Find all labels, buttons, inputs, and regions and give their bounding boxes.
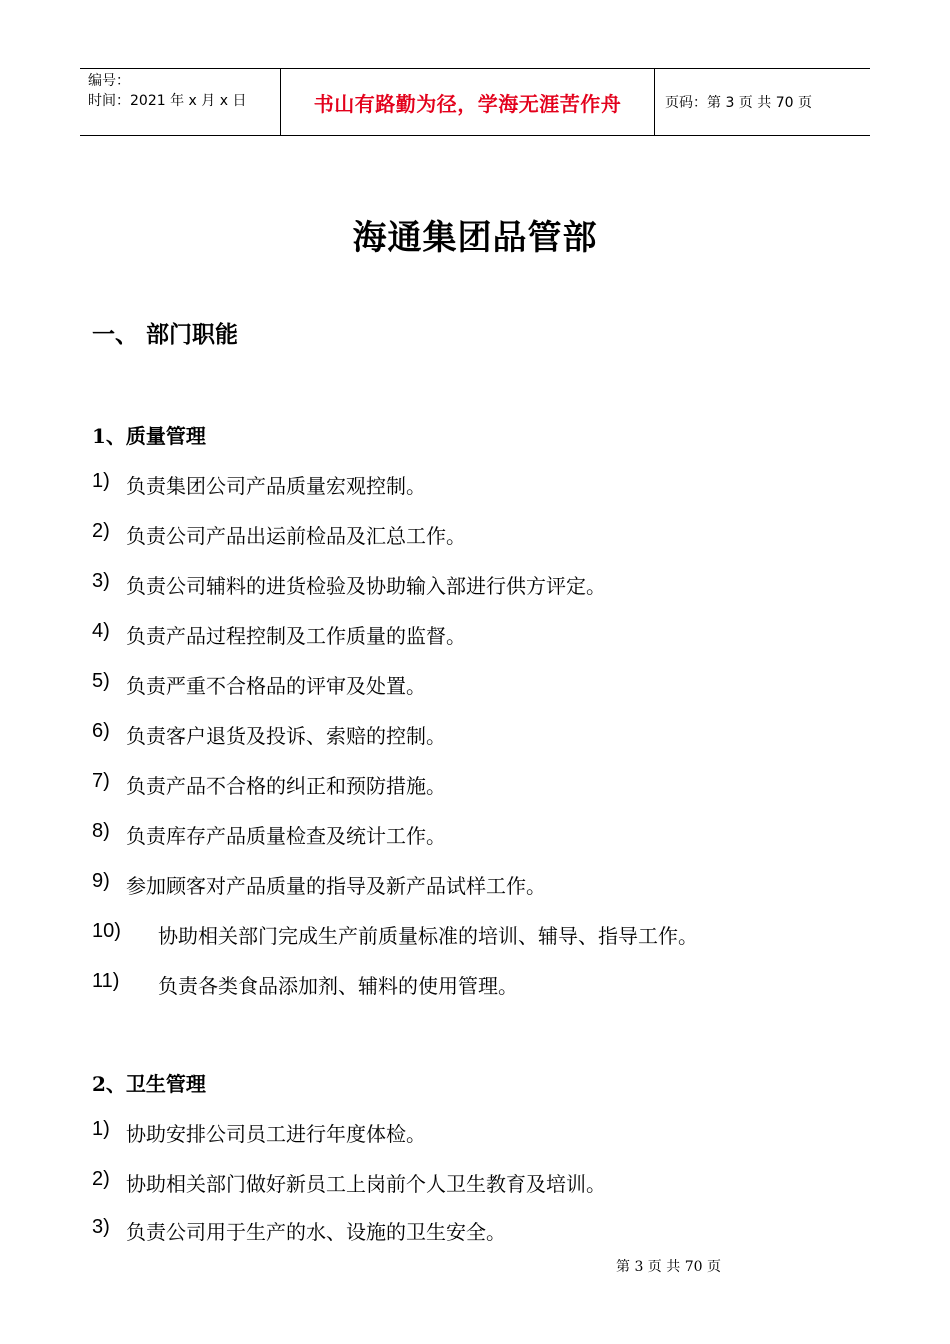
list-item-number: 7): [92, 770, 110, 792]
motto-text: 书山有路勤为径，学海无涯苦作舟: [313, 91, 622, 116]
list-item-number: 5): [92, 670, 110, 692]
list-item: [92, 670, 426, 699]
page-header: [80, 68, 870, 136]
list-item: [92, 1216, 506, 1245]
list-item-number: 6): [92, 720, 110, 742]
page-footer: 第 3 页 共 70 页: [616, 1259, 721, 1275]
list-item-text: 负责客户退货及投诉、索赔的控制。: [126, 724, 446, 748]
date-label: 时间：2021 年 x 月 x 日: [88, 93, 247, 109]
list-item-text: 负责集团公司产品质量宏观控制。: [126, 474, 426, 498]
list-item-text: 协助安排公司员工进行年度体检。: [126, 1122, 426, 1146]
list-item-text: 负责公司辅料的进货检验及协助输入部进行供方评定。: [126, 574, 606, 598]
subsection-heading-quality: 1、质量管理: [92, 424, 206, 448]
list-item: [92, 620, 466, 649]
list-item-number: 3): [92, 570, 110, 592]
list-item: [92, 820, 446, 849]
list-item-number: 1): [92, 1118, 110, 1140]
list-item: [92, 1168, 606, 1197]
list-item-number: 2): [92, 1168, 110, 1190]
list-item: [92, 870, 546, 899]
list-item: [92, 1118, 426, 1147]
list-item-number: 11): [92, 970, 120, 992]
list-item-text: 负责严重不合格品的评审及处置。: [126, 674, 426, 698]
list-item-text: 协助相关部门完成生产前质量标准的培训、辅导、指导工作。: [158, 924, 698, 948]
list-item-text: 负责库存产品质量检查及统计工作。: [126, 824, 446, 848]
header-page-cell: [655, 69, 870, 135]
list-item-text: 负责产品过程控制及工作质量的监督。: [126, 624, 466, 648]
list-item: [92, 770, 446, 799]
section-heading-functions: 一、 部门职能: [92, 321, 239, 348]
header-meta-cell: [80, 69, 281, 135]
page-info: 页码：第 3 页 共 70 页: [665, 95, 812, 111]
list-item: [92, 920, 698, 949]
list-item-number: 1): [92, 470, 110, 492]
subsection-heading-hygiene: 2、卫生管理: [92, 1072, 206, 1096]
list-item-number: 10): [92, 920, 121, 942]
list-item-text: 负责各类食品添加剂、辅料的使用管理。: [158, 974, 518, 998]
list-item-text: 负责公司产品出运前检品及汇总工作。: [126, 524, 466, 548]
list-item-number: 8): [92, 820, 110, 842]
header-motto-cell: [281, 69, 655, 135]
list-item-text: 协助相关部门做好新员工上岗前个人卫生教育及培训。: [126, 1172, 606, 1196]
list-item: [92, 520, 466, 549]
list-item: [92, 570, 606, 599]
list-item: [92, 970, 518, 999]
list-item-number: 9): [92, 870, 110, 892]
list-item-number: 4): [92, 620, 110, 642]
list-item-text: 参加顾客对产品质量的指导及新产品试样工作。: [126, 874, 546, 898]
list-item-number: 3): [92, 1216, 110, 1238]
list-item-number: 2): [92, 520, 110, 542]
list-item: [92, 470, 426, 499]
list-item-text: 负责公司用于生产的水、设施的卫生安全。: [126, 1220, 506, 1244]
list-item: [92, 720, 446, 749]
document-title: 海通集团品管部: [352, 218, 598, 258]
list-item-text: 负责产品不合格的纠正和预防措施。: [126, 774, 446, 798]
serial-label: 编号：: [88, 73, 130, 89]
